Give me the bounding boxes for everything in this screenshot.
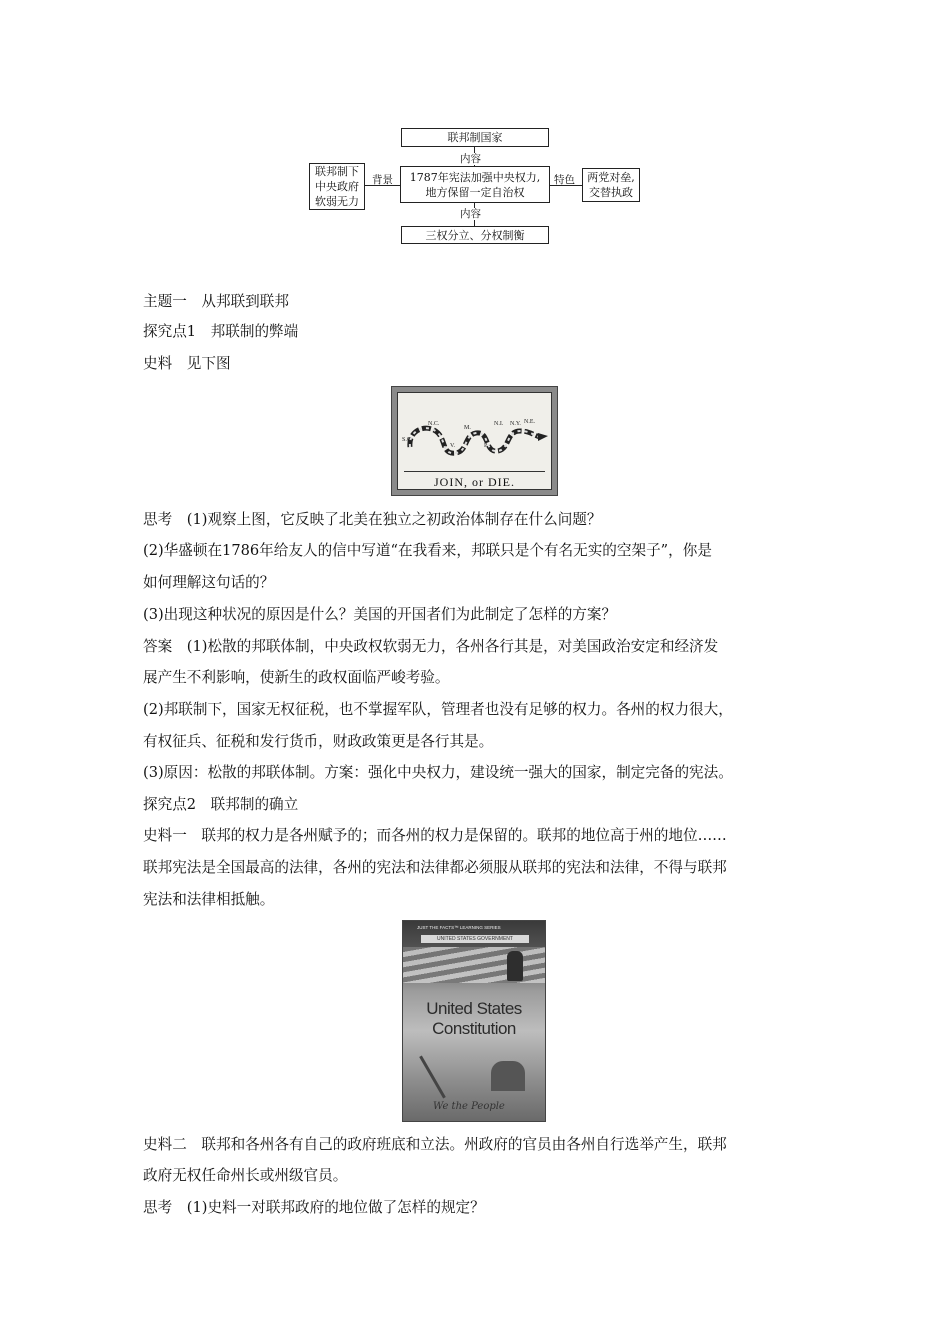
right-box [582, 168, 640, 202]
image1-caption: JOIN, or DIE. [434, 475, 515, 489]
left-box [309, 163, 365, 210]
left-box-line2: 中央政府 [315, 180, 359, 193]
source-1-line1: 史料一 联邦的权力是各州赋予的；而各州的权力是保留的。联邦的地位高于州的地位…… [143, 827, 727, 844]
join-or-die-image [391, 386, 558, 496]
mark-6: N.Y. [510, 421, 521, 427]
answer-2-line2: 有权征兵、征税和发行货币，财政政策更是各行其是。 [143, 733, 494, 750]
heading-point-2: 探究点2 联邦制的确立 [143, 796, 299, 813]
left-box-line3: 软弱无力 [315, 195, 359, 208]
heading-point-1: 探究点1 邦联制的弊端 [143, 323, 299, 340]
cover-flag [403, 947, 546, 983]
answer-1-line1: 答案 (1)松散的邦联体制，中央政权软弱无力，各州各行其是，对美国政治安定和经济发 [143, 638, 719, 655]
bottom-box [401, 226, 549, 244]
label-right: 特色 [554, 174, 575, 186]
mark-1: N.C. [428, 421, 440, 427]
label-bottom: 内容 [460, 208, 481, 220]
cover-title-line2: Constitution [432, 1019, 516, 1038]
mark-4: P. [484, 443, 489, 449]
heading-topic-1: 主题一 从邦联到联邦 [143, 293, 289, 310]
source-2-line1: 史料二 联邦和各州各有自己的政府班底和立法。州政府的官员由各州自行选举产生，联邦 [143, 1136, 727, 1153]
left-box-line1: 联邦制下 [315, 165, 359, 178]
answer-3: (3)原因：松散的邦联体制。方案：强化中央权力，建设统一强大的国家，制定完备的宪法。 [143, 764, 733, 781]
center-box-line2: 地方保留一定自治权 [425, 185, 525, 199]
think-question-2-line2: 如何理解这句话的？ [143, 574, 275, 591]
cover-statue [507, 951, 523, 981]
cover-banner: UNITED STATES GOVERNMENT [421, 935, 529, 943]
constitution-cover-image [402, 920, 546, 1122]
source-1-line2: 联邦宪法是全国最高的法律，各州的宪法和法律都必须服从联邦的宪法和法律，不得与联邦 [143, 859, 727, 876]
center-box-line1: 1787年宪法加强中央权力, [409, 170, 541, 184]
mark-3: M. [464, 425, 471, 431]
mark-2: V. [450, 443, 456, 449]
center-box [400, 166, 550, 203]
snake-icon [398, 395, 553, 470]
right-box-line1: 两党对垒, [587, 171, 635, 184]
top-box [401, 128, 549, 147]
source-1-line3: 宪法和法律相抵触。 [143, 891, 275, 908]
join-or-die-inner [397, 392, 552, 490]
mark-7: N.E. [524, 419, 535, 425]
answer-1-line2: 展产生不利影响，使新生的政权面临严峻考验。 [143, 669, 450, 686]
label-top: 内容 [460, 153, 481, 165]
right-box-line2: 交替执政 [589, 186, 633, 199]
mark-0: S.C. [402, 437, 413, 443]
cover-title-line1: United States [426, 999, 522, 1018]
answer-2-line1: (2)邦联制下，国家无权征税，也不掌握军队，管理者也没有足够的权力。各州的权力很大， [143, 701, 733, 718]
cover-quill [419, 1055, 446, 1098]
cover-series: JUST THE FACTS™ LEARNING SERIES [417, 925, 501, 930]
source-2-line2: 政府无权任命州长或州级官员。 [143, 1167, 348, 1184]
think-question-1: 思考 (1)观察上图，它反映了北美在独立之初政治体制存在什么问题？ [143, 511, 602, 528]
think-question-4: 思考 (1)史料一对联邦政府的地位做了怎样的规定？ [143, 1199, 485, 1216]
cover-script: We the People [433, 1101, 505, 1112]
think-question-2-line1: (2)华盛顿在1786年给友人的信中写道“在我看来，邦联只是个有名无实的空架子”，你是 [143, 542, 712, 559]
image1-rule [404, 471, 545, 472]
label-left: 背景 [372, 174, 393, 186]
think-question-3: (3)出现这种状况的原因是什么？美国的开国者们为此制定了怎样的方案？ [143, 606, 617, 623]
source-label: 史料 见下图 [143, 355, 231, 372]
bottom-box-text: 三权分立、分权制衡 [425, 228, 525, 242]
cover-building [491, 1061, 525, 1091]
top-box-text: 联邦制国家 [447, 131, 503, 144]
mark-5: N.I. [494, 421, 504, 427]
